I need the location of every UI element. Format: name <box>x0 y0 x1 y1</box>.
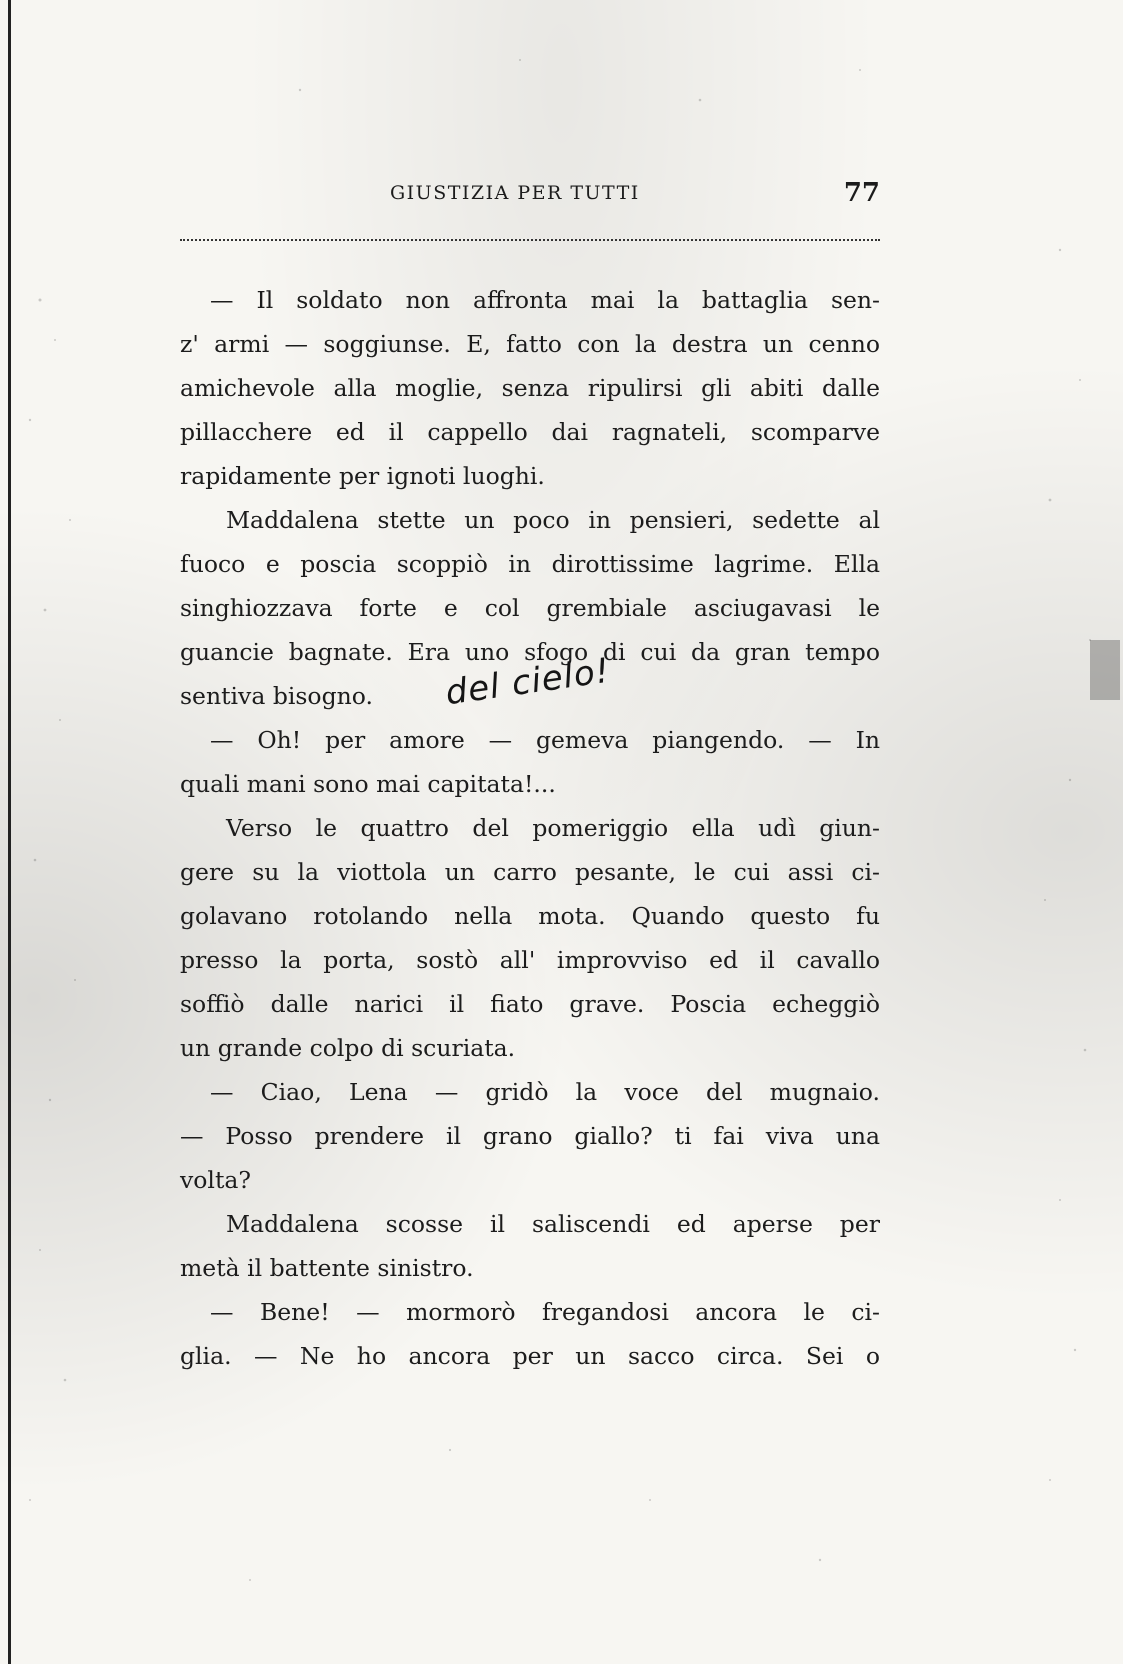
handwritten-annotation: del cielo! <box>443 650 613 714</box>
text-line: volta? <box>180 1166 251 1194</box>
text-line: — Oh! per amore — gemeva piangendo. — In <box>210 726 880 754</box>
text-line: rapidamente per ignoti luoghi. <box>180 462 545 490</box>
text-line: guancie bagnate. Era uno sfogo di cui da gran tempo <box>180 638 880 666</box>
text-line: — Il soldato non affronta mai la battaglia sen- <box>210 286 880 314</box>
text-line: gere su la viottola un carro pesante, le cui assi ci- <box>180 858 880 886</box>
text-line: Maddalena stette un poco in pensieri, sedette al <box>226 506 880 534</box>
text-line: — Posso prendere il grano giallo? ti fai viva una <box>180 1122 880 1150</box>
text-line: Verso le quattro del pomeriggio ella udì giun- <box>226 814 880 842</box>
text-line: golavano rotolando nella mota. Quando questo fu <box>180 902 880 930</box>
text-line: singhiozzava forte e col grembiale asciugavasi le <box>180 594 880 622</box>
text-line: presso la porta, sostò all' improvviso ed il cavallo <box>180 946 880 974</box>
text-line: sentiva bisogno. <box>180 682 373 710</box>
body-text <box>180 278 880 1378</box>
text-line: soffiò dalle narici il fiato grave. Poscia echeggiò <box>180 990 880 1018</box>
text-line: metà il battente sinistro. <box>180 1254 474 1282</box>
header-rule <box>180 239 880 241</box>
text-line: — Bene! — mormorò fregandosi ancora le ci- <box>210 1298 880 1326</box>
text-line: Maddalena scosse il saliscendi ed aperse per <box>226 1210 880 1238</box>
text-line: glia. — Ne ho ancora per un sacco circa. Sei o <box>180 1342 880 1370</box>
text-line: quali mani sono mai capitata!... <box>180 770 556 798</box>
text-line: pillacchere ed il cappello dai ragnateli, scomparve <box>180 418 880 446</box>
text-line: z' armi — soggiunse. E, fatto con la destra un cenno <box>180 330 880 358</box>
text-line: fuoco e poscia scoppiò in dirottissime lagrime. Ella <box>180 550 880 578</box>
running-head <box>180 178 880 208</box>
running-title: GIUSTIZIA PER TUTTI <box>390 182 640 204</box>
text-line: un grande colpo di scuriata. <box>180 1034 516 1062</box>
page-number: 77 <box>843 178 880 208</box>
text-line: amichevole alla moglie, senza ripulirsi gli abiti dalle <box>180 374 880 402</box>
text-line: — Ciao, Lena — gridò la voce del mugnaio. <box>210 1078 880 1106</box>
binding-edge <box>8 0 11 1664</box>
